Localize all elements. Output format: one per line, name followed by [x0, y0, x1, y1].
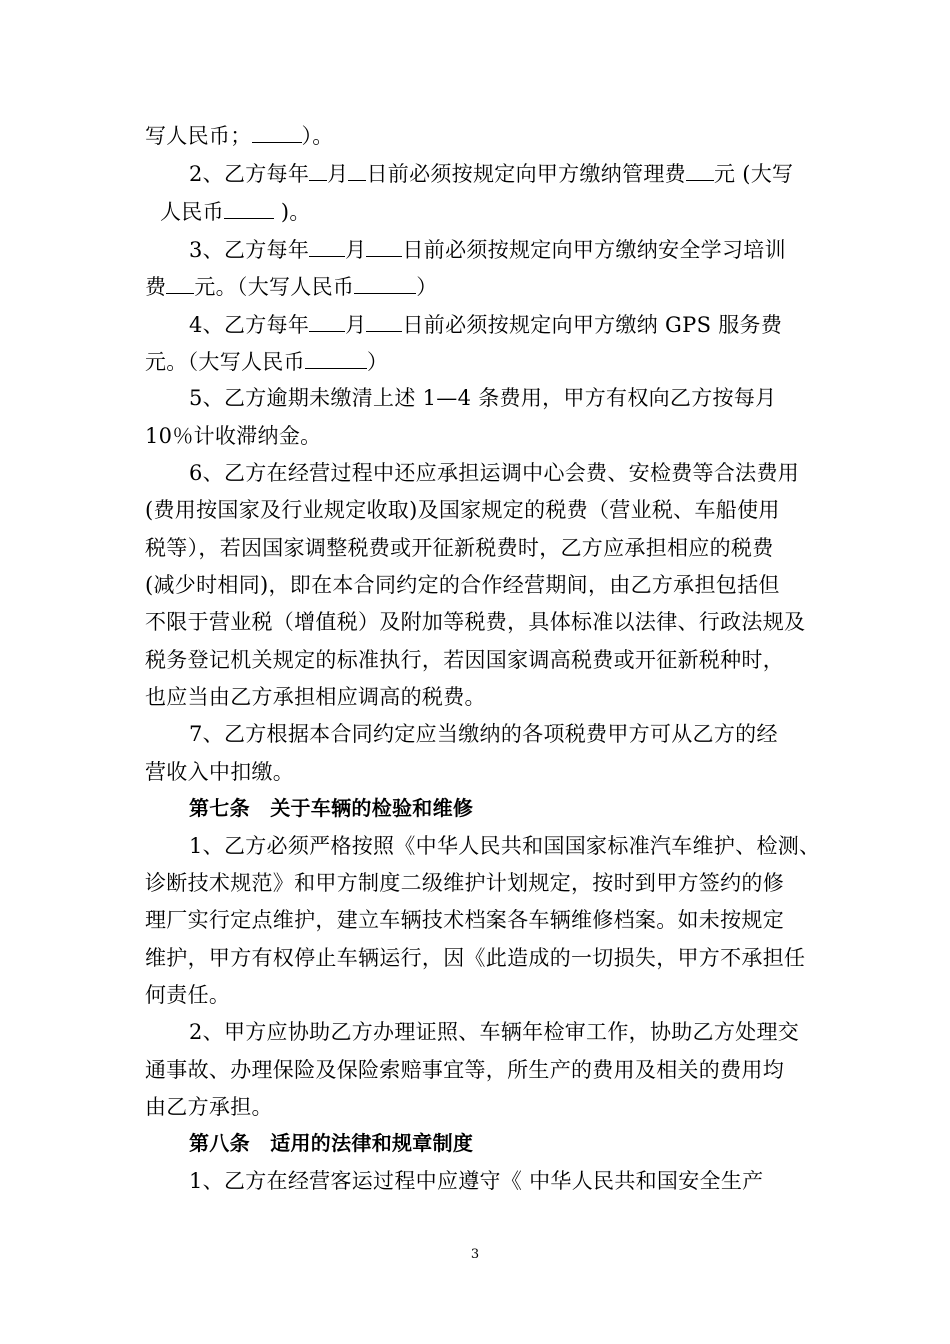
text-line: 理厂实行定点维护，建立车辆技术档案各车辆维修档案。如未按规定: [145, 908, 784, 932]
section-heading: 第七条 关于车辆的检验和维修: [189, 796, 474, 820]
text-line: 税务登记机关规定的标准执行，若因国家调高税费或开征新税种时，: [145, 648, 784, 672]
page-number: 3: [470, 1247, 480, 1262]
text-line: 元。（大写人民币 ）: [145, 346, 815, 377]
text-line: 税等），若因国家调整税费或开征新税费时，乙方应承担相应的税费: [145, 536, 774, 560]
blank-field: [354, 271, 416, 294]
text-line: 1、乙方必须严格按照《中华人民共和国国家标准汽车维护、检测、: [189, 834, 821, 858]
text-line: 3、乙方每年 月 日前必须按规定向甲方缴纳安全学习培训: [189, 234, 859, 265]
text-line: 通事故、办理保险及保险索赔事宜等，所生产的费用及相关的费用均: [145, 1058, 784, 1082]
text-line: 诊断技术规范》和甲方制度二级维护计划规定，按时到甲方签约的修: [145, 871, 784, 895]
blank-field: [305, 346, 367, 369]
text-line: 6、乙方在经营过程中还应承担运调中心会费、安检费等合法费用: [189, 461, 800, 485]
text-line: 维护，甲方有权停止车辆运行，因《此造成的一切损失，甲方不承担任: [145, 946, 806, 970]
blank-field: [252, 120, 302, 143]
blank-field: [366, 234, 402, 257]
text-line: 5、乙方逾期未缴清上述 1—4 条费用，甲方有权向乙方按每月: [189, 386, 777, 410]
text-line: 4、乙方每年 月 日前必须按规定向甲方缴纳 GPS 服务费: [189, 309, 859, 340]
blank-field: [309, 234, 345, 257]
text-line: 何责任。: [145, 983, 231, 1007]
text-line: 1、乙方在经营客运过程中应遵守《 中华人民共和国安全生产: [189, 1169, 764, 1193]
text-line: 写人民币； ）。: [145, 120, 815, 151]
text-line: (费用按国家及行业规定收取)及国家规定的税费（营业税、车船使用: [145, 498, 780, 522]
text-line: 由乙方承担。: [145, 1095, 273, 1119]
blank-field: [366, 309, 402, 332]
text-line: 费 元。（大写人民币 ）: [145, 271, 815, 302]
section-heading: 第八条 适用的法律和规章制度: [189, 1131, 474, 1155]
text-line: 也应当由乙方承担相应调高的税费。: [145, 685, 486, 709]
text-line: 不限于营业税（增值税）及附加等税费，具体标准以法律、行政法规及: [145, 610, 806, 634]
text-line: 营收入中扣缴。: [145, 760, 295, 784]
blank-field: [224, 196, 274, 219]
blank-field: [166, 271, 194, 294]
blank-field: [686, 158, 714, 181]
blank-field: [309, 158, 327, 181]
text-line: 10％计收滞纳金。: [145, 424, 322, 448]
text-line: 2、甲方应协助乙方办理证照、车辆年检审工作，协助乙方处理交: [189, 1020, 800, 1044]
text-line: 人民币 )。: [160, 196, 830, 227]
blank-field: [309, 309, 345, 332]
blank-field: [348, 158, 366, 181]
text-line: 7、乙方根据本合同约定应当缴纳的各项税费甲方可从乙方的经: [189, 722, 778, 746]
text-line: (减少时相同)，即在本合同约定的合作经营期间，由乙方承担包括但: [145, 573, 780, 597]
text-line: 2、乙方每年 月 日前必须按规定向甲方缴纳管理费 元 (大写: [189, 158, 859, 189]
